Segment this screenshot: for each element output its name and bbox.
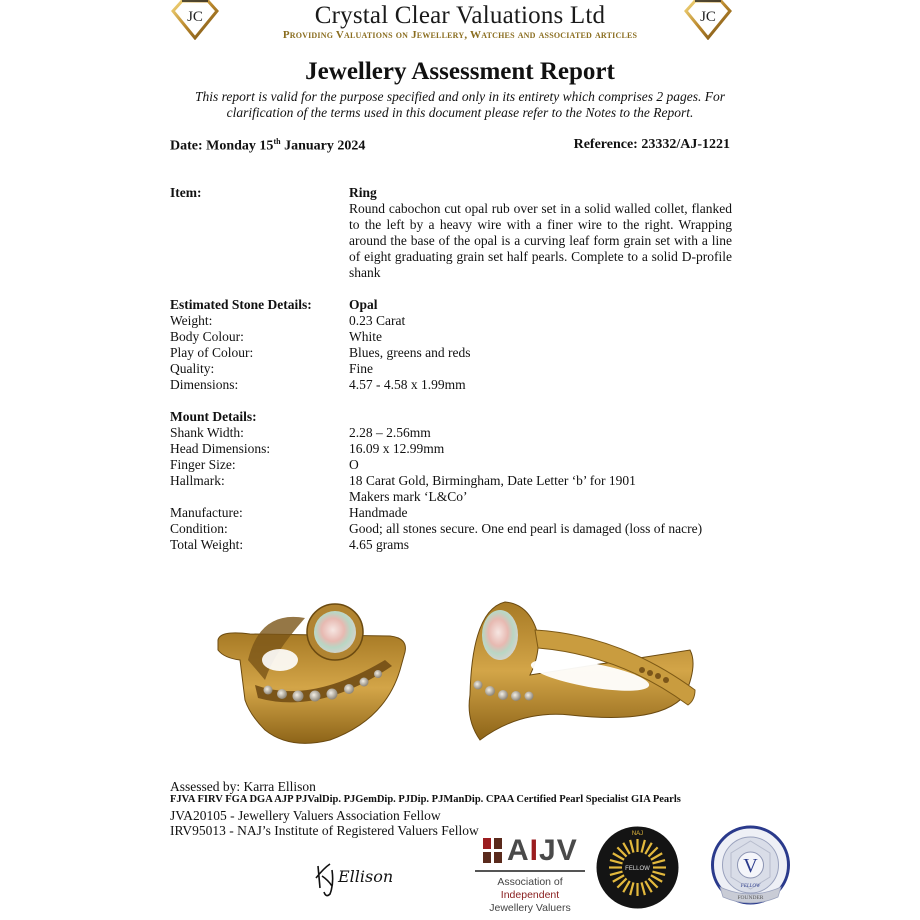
aijv-letter: I — [529, 834, 540, 867]
ring-photos — [210, 590, 710, 750]
date-ordinal: th — [273, 137, 281, 146]
field-label: Head Dimensions: — [170, 441, 271, 456]
item-name: Ring — [349, 185, 377, 200]
svg-text:V: V — [743, 855, 758, 877]
aijv-divider — [475, 870, 585, 872]
svg-text:FELLOW: FELLOW — [740, 884, 761, 889]
aijv-letter: JV — [539, 834, 578, 867]
field-value: Handmade — [349, 505, 408, 520]
report-date — [170, 137, 365, 155]
field-label: Quality: — [170, 361, 215, 376]
field-label: Body Colour: — [170, 329, 244, 344]
membership-jva: JVA20105 - Jewellery Valuers Association Fellow — [170, 808, 441, 823]
field-value: 18 Carat Gold, Birmingham, Date Letter ‘b’ for 1901 — [349, 473, 636, 488]
jva-seal-icon — [708, 825, 793, 910]
field-value: 2.28 – 2.56mm — [349, 425, 431, 440]
field-label: Total Weight: — [170, 537, 244, 552]
field-label: Weight: — [170, 313, 213, 328]
validity-statement — [160, 89, 760, 121]
item-description: Round cabochon cut opal rub over set in a solid walled collet, flanked to the left by a heavy wire with a finer wire to the right. Wrapping around the base of the opal is a curving leaf form grain set with a line of eight graduating grain set half pearls. Complete to a solid D-profile shank — [349, 201, 732, 280]
item-label: Item: — [170, 185, 202, 200]
field-value: 4.57 - 4.58 x 1.99mm — [349, 377, 466, 392]
field-value: O — [349, 457, 359, 472]
field-label: Dimensions: — [170, 377, 239, 392]
field-value: Makers mark ‘L&Co’ — [349, 489, 468, 504]
field-value: 0.23 Carat — [349, 313, 406, 328]
field-label: Manufacture: — [170, 505, 243, 520]
aijv-logo — [475, 834, 585, 918]
naj-seal-icon — [595, 825, 680, 910]
svg-text:FELLOW: FELLOW — [625, 866, 650, 872]
aijv-squares-icon — [483, 838, 503, 864]
validity-line: This report is valid for the purpose specified and only in its entirety which comprises 2 pages. For — [195, 89, 725, 104]
field-value: White — [349, 329, 382, 344]
field-value: Fine — [349, 361, 374, 376]
naj-irv-fellow-badge — [595, 825, 680, 910]
field-value: 16.09 x 12.99mm — [349, 441, 445, 456]
date-text: Date: Monday 15 — [170, 138, 274, 154]
report-title: Jewellery Assessment Report — [305, 58, 615, 85]
assessed-by: Assessed by: Karra Ellison — [170, 779, 316, 794]
field-label: Play of Colour: — [170, 345, 254, 360]
svg-text:JC: JC — [700, 9, 716, 25]
report-reference: Reference: 23332/AJ-1221 — [573, 137, 730, 152]
svg-text:JC: JC — [187, 9, 203, 25]
aijv-line: Jewellery Valuers — [489, 902, 571, 914]
date-text: January 2024 — [280, 138, 366, 154]
aijv-line: Association of — [497, 876, 563, 888]
field-value: 4.65 grams — [349, 537, 409, 552]
field-label: Finger Size: — [170, 457, 236, 472]
stone-type: Opal — [349, 297, 378, 312]
ring-photo-images — [210, 590, 710, 750]
field-label: Hallmark: — [170, 473, 225, 488]
assessor-signature — [310, 858, 400, 898]
validity-line: clarification of the terms used in this document please refer to the Notes to the Report. — [226, 105, 694, 120]
membership-irv: IRV95013 - NAJ’s Institute of Registered Valuers Fellow — [170, 823, 479, 838]
ring-front-photo — [218, 604, 405, 743]
field-label: Shank Width: — [170, 425, 244, 440]
company-name: Crystal Clear Valuations Ltd — [314, 2, 606, 29]
field-label: Condition: — [170, 521, 228, 536]
aijv-line: Independent — [500, 889, 560, 901]
mount-heading: Mount Details: — [170, 409, 257, 424]
field-value: Blues, greens and reds — [349, 345, 471, 360]
aijv-letter: A — [507, 834, 530, 867]
stone-heading: Estimated Stone Details: — [170, 297, 312, 312]
jva-fellow-founder-badge — [708, 825, 793, 910]
svg-text:NAJ: NAJ — [631, 831, 644, 837]
aijv-letters — [507, 834, 578, 868]
signature-icon — [310, 858, 400, 898]
ring-side-photo — [469, 602, 695, 740]
assessor-qualifications: FJVA FIRV FGA DGA AJP PJValDip. PJGemDip. PJDip. PJManDip. CPAA Certified Pearl Specialist GIA Pearls — [170, 794, 681, 805]
company-tagline: Providing Valuations on Jewellery, Watches and associated articles — [282, 29, 638, 41]
svg-text:FOUNDER: FOUNDER — [737, 895, 764, 901]
field-value: Good; all stones secure. One end pearl is damaged (loss of nacre) — [349, 521, 703, 536]
svg-text:Ellison: Ellison — [338, 867, 394, 886]
